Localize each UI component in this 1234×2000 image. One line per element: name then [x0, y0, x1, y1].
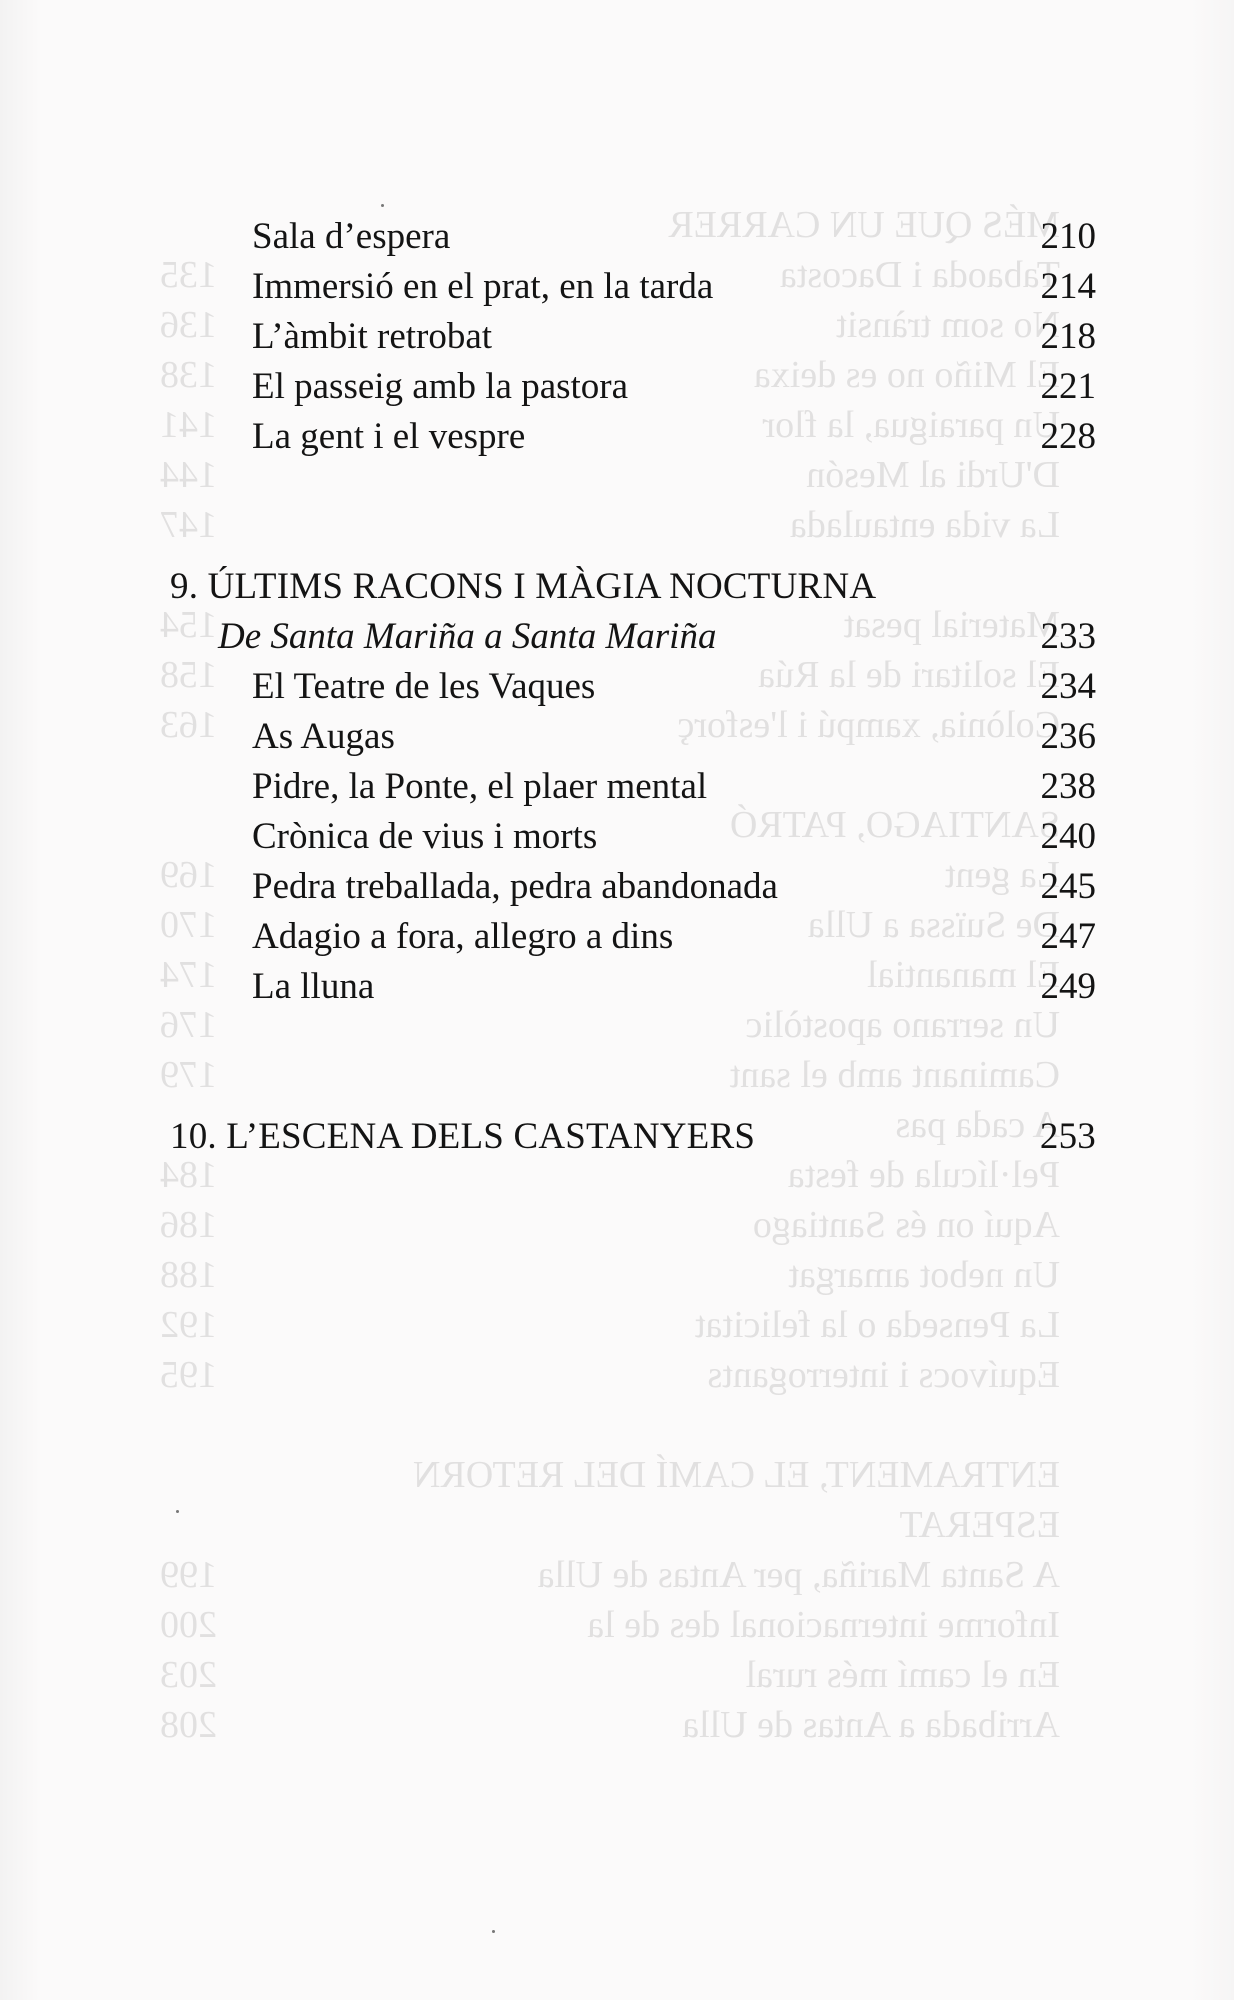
chapter-intro-page: 233 [1040, 616, 1096, 657]
toc-entry-page: 238 [1040, 766, 1096, 807]
toc-entry-page: 214 [1040, 266, 1096, 307]
toc-entry[interactable] [252, 962, 1096, 1012]
paper-speck [492, 1930, 495, 1933]
chapter-page: 253 [1039, 1116, 1096, 1157]
toc-chapter-heading[interactable] [170, 1112, 1096, 1162]
toc-entry-title: As Augas [252, 716, 395, 757]
toc-entry-page: 236 [1040, 716, 1096, 757]
toc-chapter-intro[interactable] [218, 612, 1096, 662]
toc-entry[interactable] [252, 862, 1096, 912]
toc-entry-page: 245 [1040, 866, 1096, 907]
chapter-intro-title: De Santa Mariña a Santa Mariña [218, 616, 717, 657]
toc-entry-title: Crònica de vius i morts [252, 816, 598, 857]
toc-entry[interactable] [252, 312, 1096, 362]
toc-entry-title: La gent i el vespre [252, 416, 526, 457]
toc-entry-title: Sala d’espera [252, 216, 451, 257]
toc-entry[interactable] [252, 912, 1096, 962]
toc-entry-page: 234 [1040, 666, 1096, 707]
toc-entry[interactable] [252, 762, 1096, 812]
toc-entry[interactable] [252, 412, 1096, 462]
toc-entry[interactable] [252, 362, 1096, 412]
toc-entry[interactable] [252, 212, 1096, 262]
toc-entry[interactable] [252, 662, 1096, 712]
toc-entry-title: Pidre, la Ponte, el plaer mental [252, 766, 708, 807]
chapter-title: 9. ÚLTIMS RACONS I MÀGIA NOCTURNA [170, 566, 877, 607]
paper-speck [381, 204, 384, 207]
toc-entry[interactable] [252, 262, 1096, 312]
paper-speck [176, 1510, 179, 1513]
toc-entry-page: 218 [1040, 316, 1096, 357]
toc-entry-page: 249 [1040, 966, 1096, 1007]
toc-entry-title: Immersió en el prat, en la tarda [252, 266, 714, 307]
toc-entry-page: 240 [1040, 816, 1096, 857]
toc-entry-title: El passeig amb la pastora [252, 366, 629, 407]
chapter-title: 10. L’ESCENA DELS CASTANYERS [170, 1116, 756, 1157]
toc-entry-title: Adagio a fora, allegro a dins [252, 916, 674, 957]
toc-entry-page: 210 [1040, 216, 1096, 257]
toc-entry-title: L’àmbit retrobat [252, 316, 493, 357]
toc-entry-page: 247 [1040, 916, 1096, 957]
toc-entry[interactable] [252, 812, 1096, 862]
toc-entry-page: 228 [1040, 416, 1096, 457]
toc-entry-title: Pedra treballada, pedra abandonada [252, 866, 778, 907]
toc-entry[interactable] [252, 712, 1096, 762]
toc-entry-title: La lluna [252, 966, 375, 1007]
toc-chapter-heading[interactable] [170, 562, 1096, 612]
toc-entry-title: El Teatre de les Vaques [252, 666, 596, 707]
show-through-background: MÉS QUE UN CARRER Tabaoda i Dacosta 135 No som trànsit 136 El Miño no es deixa 138 Un paraigua, la flor 141 D'Urdi al Mesón 144 La vida entaulada 147 Material pesat 154 El solitari de la Rúa 158 Colònia, xampú i l'esforç 163 SANTIAGO, PATRÓ La gent 169 De Suïssa a Ulla 170 El manantial 174 Un serrano apostòlic 176 Caminant amb el sant 179 A cada pas Pel·lícula de festa 184 Aquí on és Santiago 186 Un nebot amargat 188 La Penseda o la felicitat 192 Equívocs i interrogants 195 ENTRAMENT, EL CAMÍ DEL RETORN ESPERAT A Santa Mariña, per Antas de Ulla 199 Informe internacional des de la 200 En el camí més rural 203 Arribada a Antas de Ulla 208 [160, 204, 1060, 1746]
toc-entry-page: 221 [1040, 366, 1096, 407]
